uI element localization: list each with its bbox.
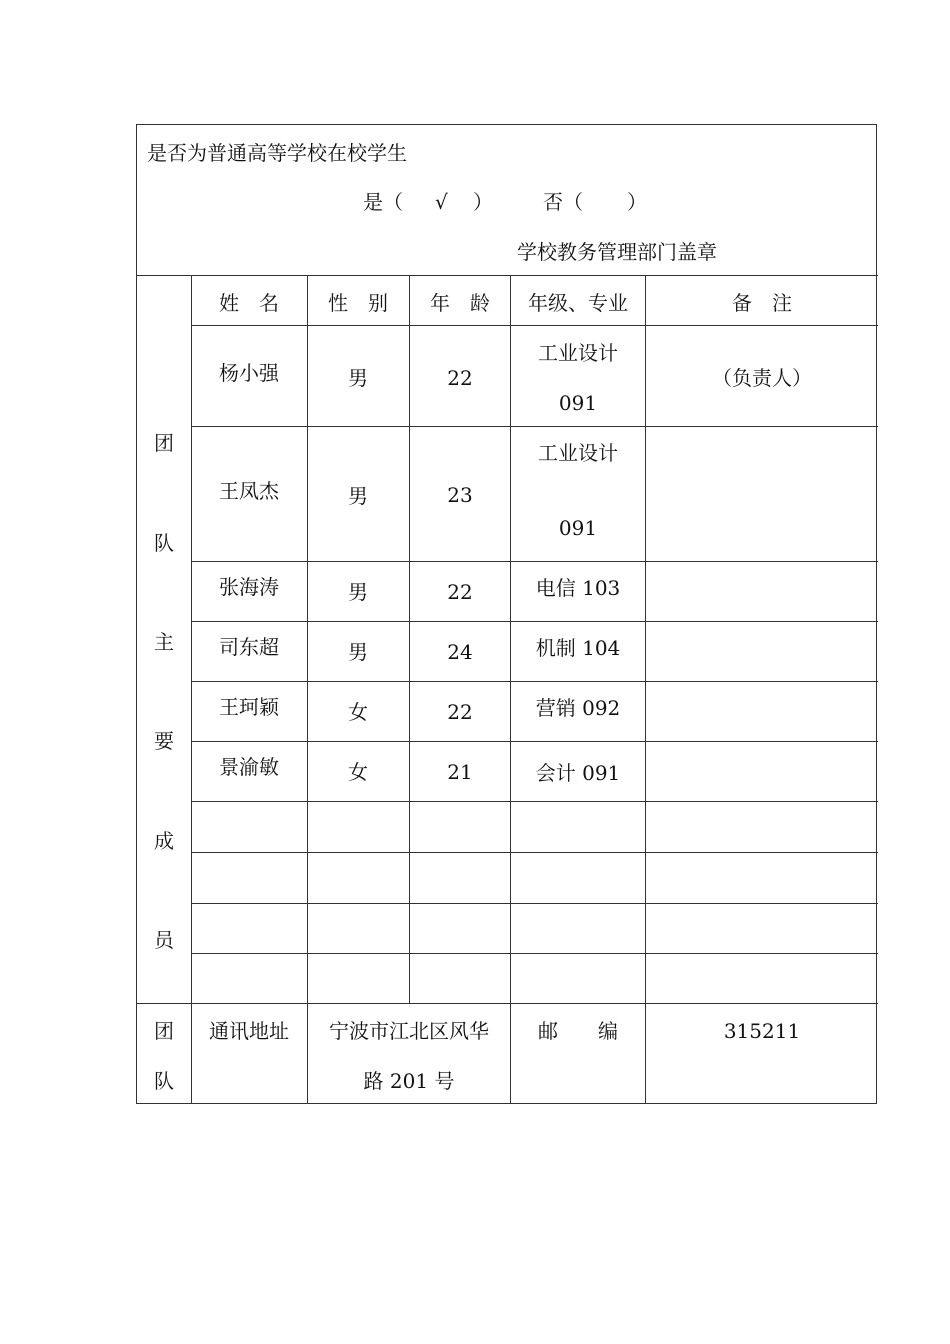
header-gender: 性 别 xyxy=(328,291,388,315)
member-grade: 091 xyxy=(558,516,598,540)
member-age: 23 xyxy=(447,483,473,507)
divider xyxy=(192,903,878,904)
address-value: 宁波市江北区风华 xyxy=(329,1019,489,1043)
member-age: 22 xyxy=(447,580,473,604)
member-age: 22 xyxy=(447,700,473,724)
divider xyxy=(192,852,878,853)
divider xyxy=(192,325,878,326)
members-side-label: 员 xyxy=(154,928,174,952)
divider xyxy=(192,801,878,802)
postcode-value: 315211 xyxy=(723,1019,801,1043)
divider xyxy=(192,621,878,622)
member-gender: 男 xyxy=(348,366,368,390)
divider xyxy=(137,275,878,276)
members-side-label: 团 xyxy=(154,431,174,455)
address-label: 通讯地址 xyxy=(209,1019,289,1043)
member-age: 22 xyxy=(447,366,473,390)
member-gender: 男 xyxy=(348,484,368,508)
eligibility-question: 是否为普通高等学校在校学生 xyxy=(147,141,407,165)
divider xyxy=(192,561,878,562)
member-name: 张海涛 xyxy=(219,575,279,599)
header-age: 年 龄 xyxy=(430,291,490,315)
member-name: 杨小强 xyxy=(219,361,279,385)
postcode-label: 邮 编 xyxy=(538,1019,618,1043)
yes-check-mark: √ xyxy=(435,190,448,214)
member-grade: 机制 104 xyxy=(535,636,621,660)
contact-side-label: 队 xyxy=(154,1069,174,1093)
header-grade-major: 年级、专业 xyxy=(528,291,628,315)
member-name: 景渝敏 xyxy=(219,755,279,779)
divider xyxy=(137,1003,878,1004)
divider xyxy=(192,426,878,427)
yes-label: 是（ xyxy=(363,190,403,214)
address-value: 路 201 号 xyxy=(363,1069,455,1093)
no-close-paren: ） xyxy=(627,190,647,214)
member-grade: 091 xyxy=(558,391,598,415)
member-grade: 工业设计 xyxy=(538,341,618,365)
divider xyxy=(191,275,192,1104)
member-grade: 电信 103 xyxy=(535,576,621,600)
member-gender: 女 xyxy=(348,700,368,724)
divider xyxy=(409,275,410,1003)
yes-close-paren: ） xyxy=(473,190,493,214)
header-remarks: 备 注 xyxy=(732,291,792,315)
member-grade: 营销 092 xyxy=(535,696,621,720)
member-grade: 会计 091 xyxy=(535,761,621,785)
members-side-label: 主 xyxy=(154,630,174,654)
members-side-label: 队 xyxy=(154,531,174,555)
divider xyxy=(192,741,878,742)
member-age: 21 xyxy=(447,760,473,784)
member-gender: 男 xyxy=(348,640,368,664)
no-label: 否（ xyxy=(543,190,583,214)
divider xyxy=(192,953,878,954)
divider xyxy=(645,275,646,1104)
contact-side-label: 团 xyxy=(154,1019,174,1043)
member-gender: 男 xyxy=(348,580,368,604)
divider xyxy=(510,275,511,1104)
member-remark: （负责人） xyxy=(712,366,812,390)
header-name: 姓 名 xyxy=(219,291,279,315)
member-gender: 女 xyxy=(348,760,368,784)
members-side-label: 成 xyxy=(154,829,174,853)
member-age: 24 xyxy=(447,640,473,664)
member-name: 王珂颖 xyxy=(219,695,279,719)
members-side-label: 要 xyxy=(154,729,174,753)
member-name: 司东超 xyxy=(219,635,279,659)
member-grade: 工业设计 xyxy=(538,441,618,465)
divider xyxy=(192,681,878,682)
team-form-table xyxy=(136,124,877,1104)
stamp-label: 学校教务管理部门盖章 xyxy=(517,240,717,264)
member-name: 王凤杰 xyxy=(219,479,279,503)
divider xyxy=(307,275,308,1104)
